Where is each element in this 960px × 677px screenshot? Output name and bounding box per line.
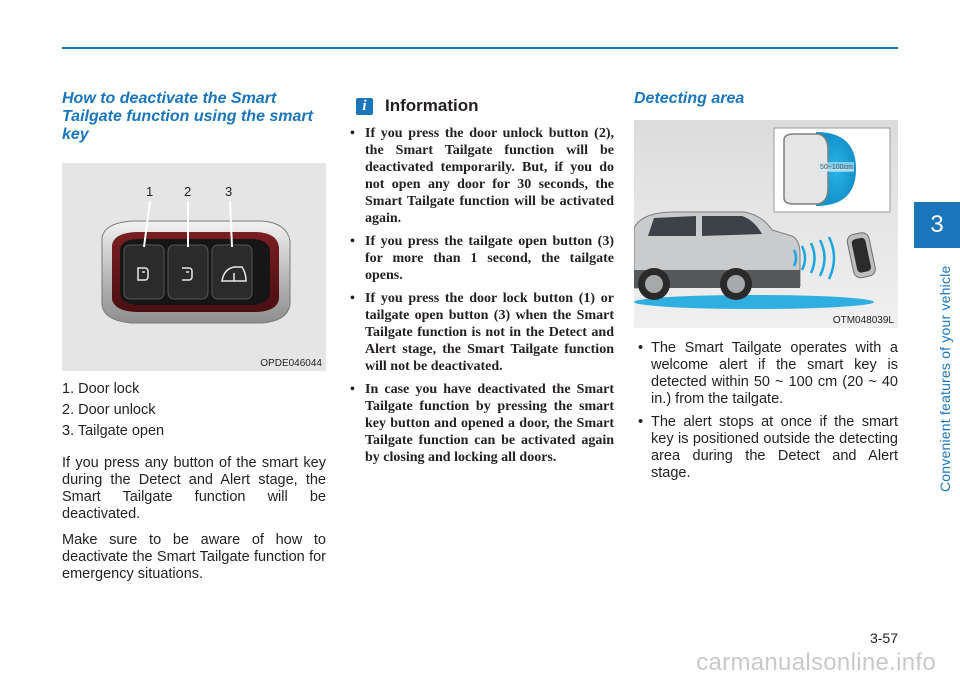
information-header: [348, 93, 614, 119]
page-number: 3-57: [869, 630, 898, 646]
legend-item: 1. Door lock: [62, 381, 140, 397]
information-item: • If you press the tailgate open button (3) for more than 1 second, the tailgate opens.: [348, 233, 614, 284]
detecting-area-list: [634, 340, 898, 482]
detecting-area-figure: [634, 120, 898, 328]
figure-code: OPDE046044: [260, 358, 322, 369]
detecting-area-item: • The Smart Tailgate operates with a welcome alert if the smart key is detected within 50 ~ 100 cm (20 ~ 40 in.) from the tailgate.: [634, 340, 898, 408]
button-number-1: 1: [146, 184, 154, 199]
button-legend: [62, 379, 326, 442]
detecting-area-illustration: [634, 120, 898, 328]
tailgate-button[interactable]: [212, 245, 252, 299]
chapter-title: Convenient features of your vehicle: [937, 265, 953, 492]
chapter-number-tab[interactable]: 3: [914, 202, 960, 248]
section-heading-deactivate: How to deactivate the Smart Tailgate function using the smart key: [62, 90, 313, 143]
smart-key-illustration: [62, 163, 326, 371]
legend-item: 2. Door unlock: [62, 402, 156, 418]
figure-code: OTM048039L: [832, 315, 894, 326]
button-number-3: 3: [225, 184, 233, 199]
watermark: carmanualsonline.info: [696, 649, 936, 676]
column-2: [348, 93, 614, 472]
legend-item: 3. Tailgate open: [62, 423, 165, 439]
information-title: Information: [385, 96, 479, 115]
detecting-area-item: • The alert stops at once if the smart key is positioned outside the detecting area during the Detect and Alert stage.: [634, 414, 898, 482]
body-paragraph: Make sure to be aware of how to deactivate the Smart Tailgate function for emergency situations.: [62, 532, 326, 582]
column-1: [62, 90, 326, 583]
body-paragraph: If you press any button of the smart key during the Detect and Alert stage, the Smart Tailgate function will be deactivated.: [62, 455, 326, 522]
information-icon: i: [356, 98, 373, 115]
information-item: • In case you have deactivated the Smart Tailgate function by pressing the smart key button and opened a door, the Smart Tailgate function can be activated again by closing and locking all doors.: [348, 381, 614, 466]
smart-key-figure: [62, 163, 326, 371]
range-label: 50~100cm: [820, 164, 853, 171]
information-list: [348, 125, 614, 466]
section-heading-detecting-area: Detecting area: [634, 90, 745, 107]
column-3: [634, 90, 898, 488]
information-item: • If you press the door lock button (1) or tailgate open button (3) when the Smart Tailgate function is not in the Detect and Alert stage, the Smart Tailgate function will not be deactivated.: [348, 290, 614, 375]
information-item: • If you press the door unlock button (2), the Smart Tailgate function will be deactivated temporarily. But, if you do not open any door for 30 seconds, the Smart Tailgate function will be activated again.: [348, 125, 614, 227]
header-rule: [62, 47, 898, 49]
button-number-2: 2: [184, 184, 192, 199]
